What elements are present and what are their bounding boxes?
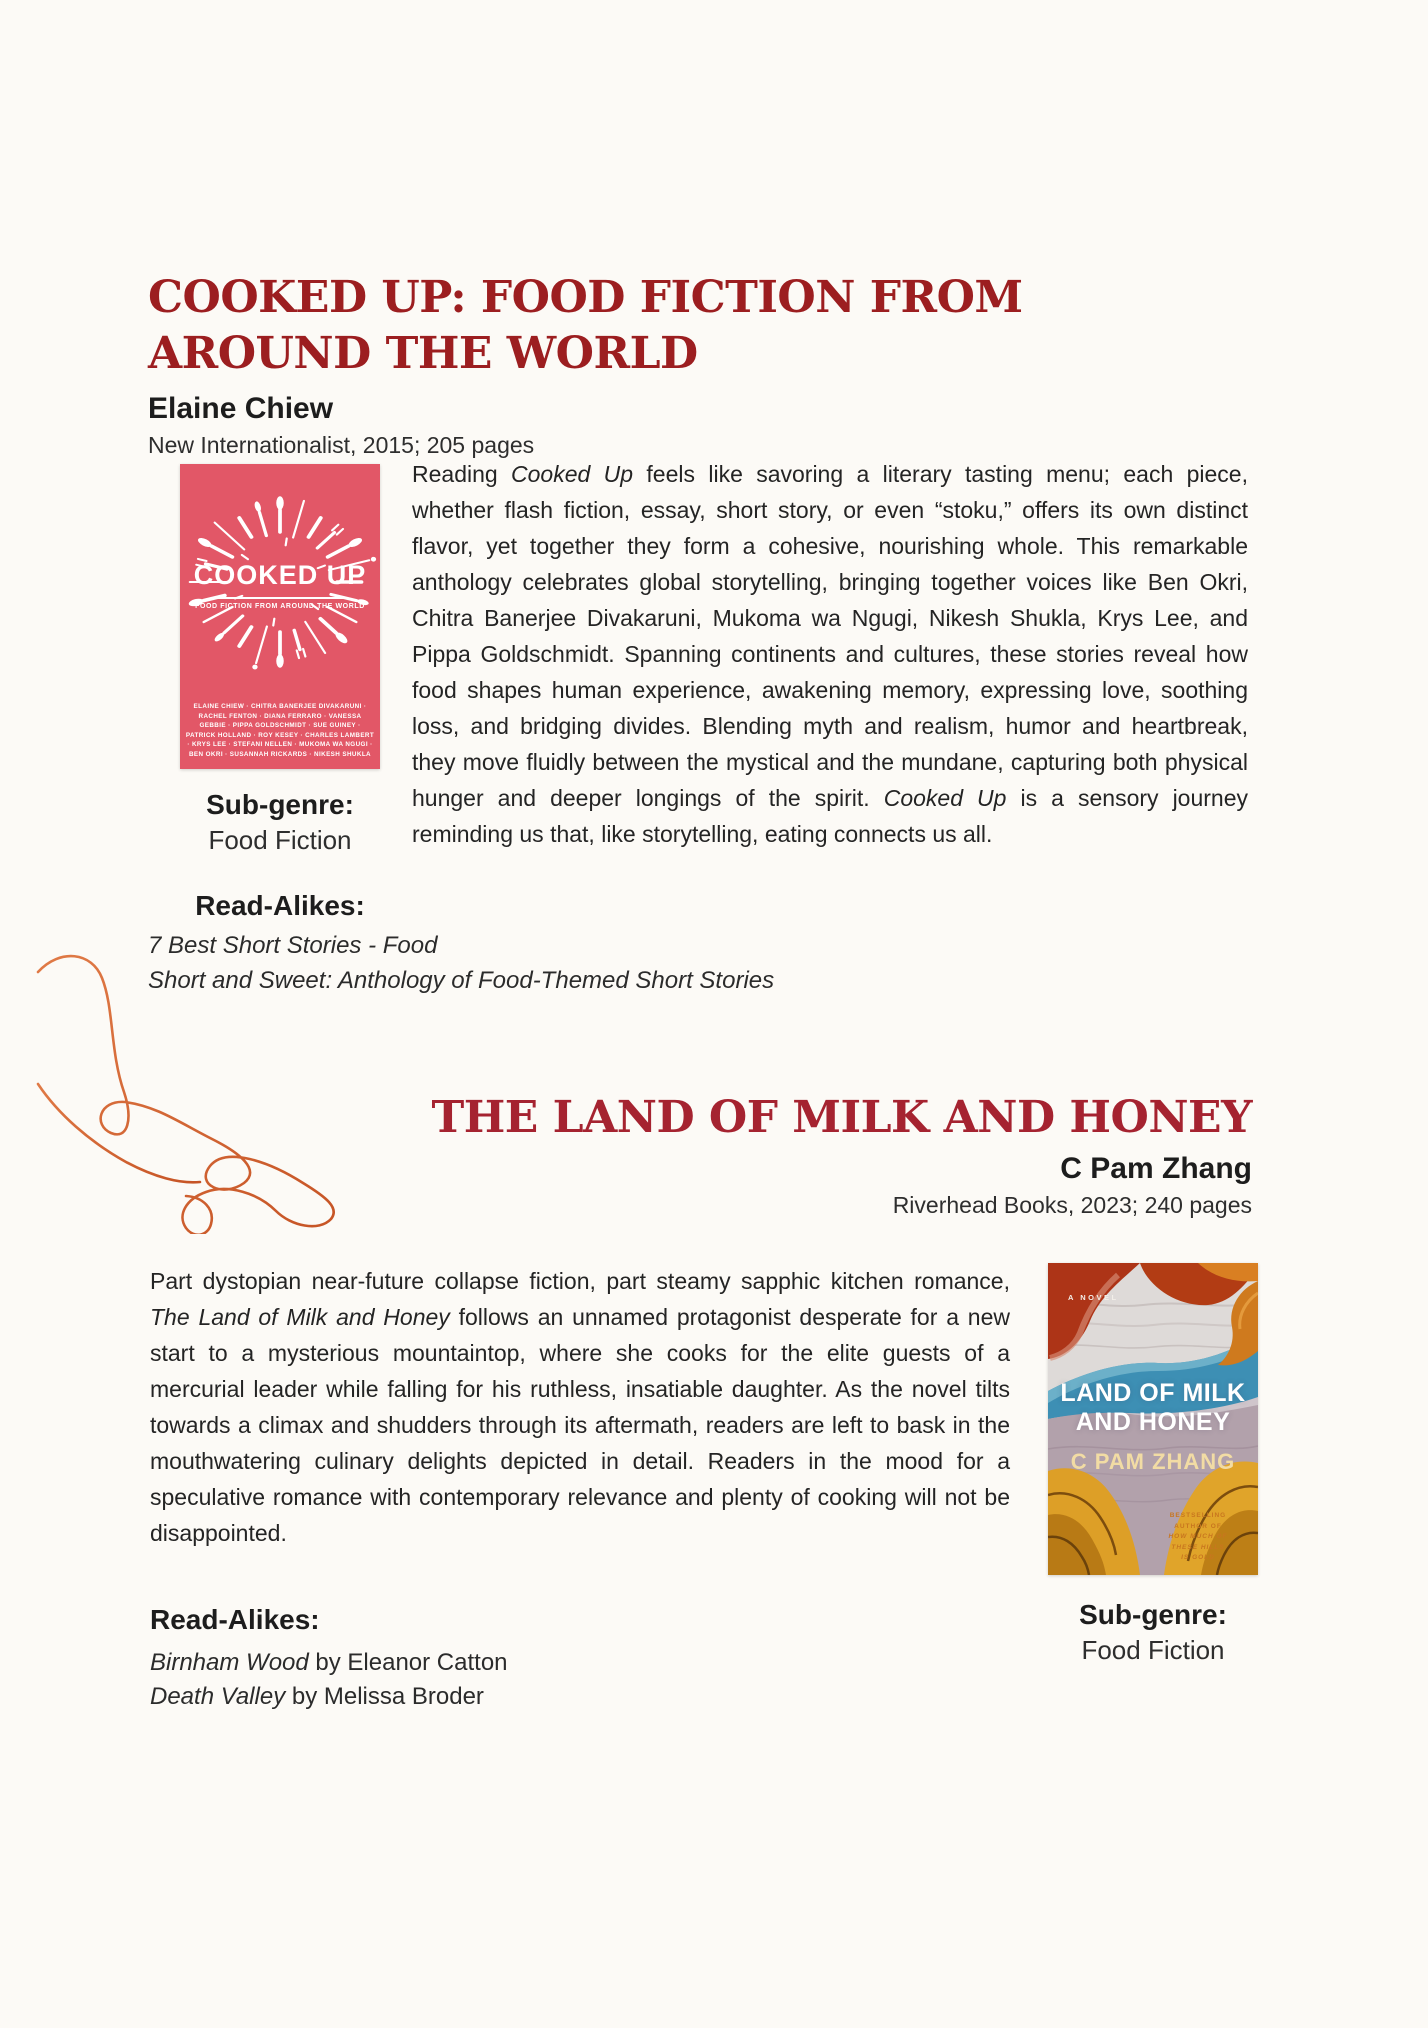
cover1-author-line: GEBBIE · PIPPA GOLDSCHMIDT · SUE GUINEY · xyxy=(199,722,361,729)
cover1-author-list xyxy=(180,702,380,759)
book1-subgenre-label: Sub-genre: xyxy=(206,789,354,820)
cover2-title-line2: AND HONEY xyxy=(1075,1408,1231,1436)
book2-right-column xyxy=(1048,1263,1258,1666)
book1-cover xyxy=(180,464,380,769)
cover1-author-line: PATRICK HOLLAND · ROY KESEY · CHARLES LAMBERT xyxy=(185,731,375,739)
book2-subgenre-label: Sub-genre: xyxy=(1079,1599,1227,1630)
book2-readalikes xyxy=(150,1604,508,1714)
readalike-author: by Melissa Broder xyxy=(285,1683,484,1710)
cover2-title xyxy=(1048,1379,1258,1437)
cover2-blurb-line: THESE HILLS xyxy=(1171,1543,1225,1551)
readalike-author: by Eleanor Catton xyxy=(308,1649,508,1676)
book2-cover xyxy=(1048,1263,1258,1575)
desc-segment: is a sensory journey reminding us that, like storytelling, eating connects us all. xyxy=(412,785,1249,847)
desc-segment-italic: The Land of Milk and Honey xyxy=(150,1304,450,1330)
book1-body xyxy=(148,456,1248,922)
cover2-title-line1: LAND OF MILK xyxy=(1060,1379,1246,1407)
book1-title: COOKED UP: FOOD FICTION FROM AROUND THE WORLD xyxy=(148,272,1023,379)
book2-author: C Pam Zhang xyxy=(1060,1152,1252,1185)
readalike-title: Birnham Wood xyxy=(150,1649,309,1676)
book2-title: THE LAND OF MILK AND HONEY xyxy=(431,1092,1252,1143)
readalike-item: Short and Sweet: Anthology of Food-Themed Short Stories xyxy=(148,967,775,994)
readalike-title: Death Valley xyxy=(150,1683,286,1710)
readalike-item xyxy=(150,1646,508,1680)
book2-publisher: Riverhead Books, 2023; 240 pages xyxy=(892,1192,1252,1218)
cover1-rule xyxy=(214,597,346,599)
cover2-blurb-line: AUTHOR OF xyxy=(1174,1522,1222,1530)
desc-segment: Part dystopian near-future collapse fiction, part steamy sapphic kitchen romance, xyxy=(150,1268,1010,1294)
book1-header xyxy=(148,270,1108,459)
squiggle-line-decoration xyxy=(14,934,359,1234)
cover1-author-line: · KRYS LEE · STEFANI NELLEN · MUKOMA WA NGUGI · xyxy=(187,741,373,748)
cover1-title: COOKED UP xyxy=(193,560,367,590)
cover1-author-line: BEN OKRI · SUSANNAH RICKARDS · NIKESH SHUKLA xyxy=(188,750,372,758)
book2-readalikes-label: Read-Alikes: xyxy=(150,1604,320,1635)
book2-readalikes-list xyxy=(150,1646,508,1714)
desc-segment: follows an unnamed protagonist desperate for a new start to a mysterious mountaintop, where she cooks for the elite guests of a mercurial leader while falling for his ruthless, insatiable daughter. As the novel tilts towards a climax and shudders through its aftermath, readers are left to bask in the mouthwatering culinary delights depicted in detail. Readers in the mood for a speculative romance with contemporary relevance and plenty of cooking will not be disappointed. xyxy=(150,1304,1010,1546)
cover2-blurb-line: HOW MUCH OF xyxy=(1168,1533,1228,1540)
cover2-author: C PAM ZHANG xyxy=(1070,1449,1236,1474)
book1-author: Elaine Chiew xyxy=(148,392,334,425)
cover1-author-line: ELAINE CHIEW · CHITRA BANERJEE DIVAKARUNI · xyxy=(193,703,367,710)
cover2-blurb-line: IS GOLD xyxy=(1181,1554,1215,1561)
book1-description xyxy=(412,456,1248,922)
book2-header xyxy=(431,1092,1252,1219)
book1-subgenre-value: Food Fiction xyxy=(208,825,352,855)
cover2-blurb-line: BESTSELLING xyxy=(1169,1512,1227,1519)
book1-left-column xyxy=(148,456,412,922)
readalike-item xyxy=(150,1680,508,1714)
cover2-blurb xyxy=(1146,1511,1250,1564)
desc-segment: feels like savoring a literary tasting menu; each piece, whether flash fiction, essay, short story, or even “stoku,” offers its own distinct flavor, yet together they form a cohesive, nourishing whole. This remarkable anthology celebrates global storytelling, bringing together voices like Ben Okri, Chitra Banerjee Divakaruni, Mukoma wa Ngugi, Nikesh Shukla, Krys Lee, and Pippa Goldschmidt. Spanning continents and cultures, these stories reveal how food shapes human experience, awakening memory, expressing love, soothing loss, and bridging divides. Blending myth and realism, humor and heartbreak, they move fluidly between the mystical and the mundane, capturing both physical hunger and deeper longings of the spirit. xyxy=(412,461,1248,811)
desc-segment: Reading xyxy=(412,461,512,487)
cover2-a-novel: A NOVEL xyxy=(1068,1293,1119,1302)
book1-publisher: New Internationalist, 2015; 205 pages xyxy=(148,432,535,458)
desc-segment-italic: Cooked Up xyxy=(883,785,1007,811)
cover1-author-line: RACHEL FENTON · DIANA FERRARO · VANESSA xyxy=(198,712,362,720)
book1-readalikes-label: Read-Alikes: xyxy=(195,890,365,921)
cover1-subtitle: FOOD FICTION FROM AROUND THE WORLD xyxy=(195,603,365,610)
readalike-item: 7 Best Short Stories - Food xyxy=(148,932,438,959)
desc-segment-italic: Cooked Up xyxy=(511,461,634,487)
book2-subgenre-value: Food Fiction xyxy=(1081,1635,1225,1665)
